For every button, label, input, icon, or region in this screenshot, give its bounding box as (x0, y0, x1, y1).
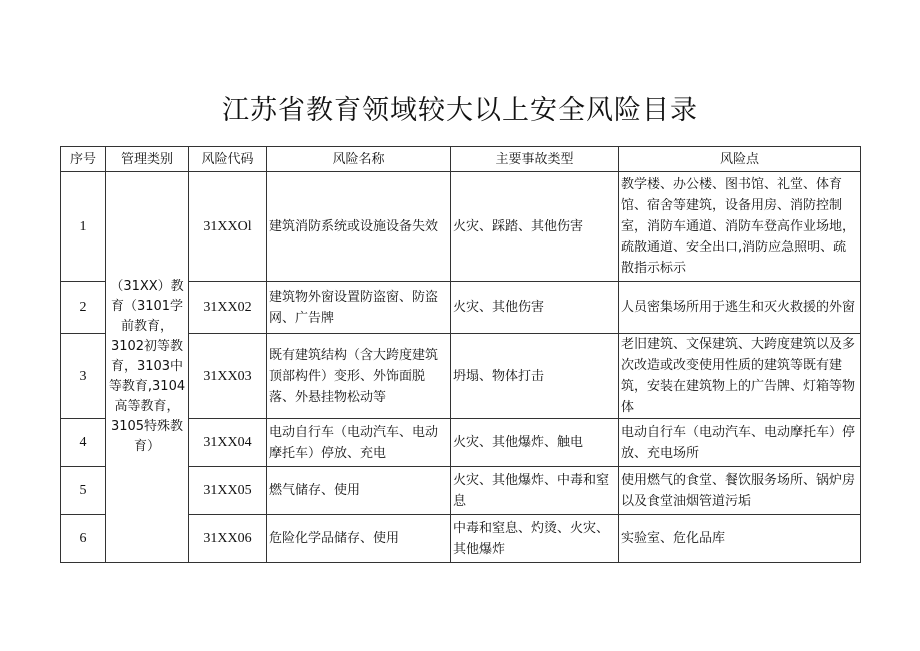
risk-name: 既有建筑结构（含大跨度建筑顶部构件）变形、外饰面脱落、外悬挂物松动等 (267, 334, 451, 419)
row-no: 5 (61, 467, 106, 515)
accident-type: 火灾、其他爆炸、中毒和窒息 (451, 467, 619, 515)
risk-name: 危险化学品储存、使用 (267, 515, 451, 563)
risk-points: 老旧建筑、文保建筑、大跨度建筑以及多次改造或改变使用性质的建筑等既有建筑，安装在建筑物上的广告牌、灯箱等物体 (619, 334, 861, 419)
risk-code: 31XX03 (189, 334, 267, 419)
accident-type: 火灾、其他爆炸、触电 (451, 419, 619, 467)
accident-type: 中毒和窒息、灼烫、火灾、其他爆炸 (451, 515, 619, 563)
header-code: 风险代码 (189, 147, 267, 172)
row-no: 2 (61, 282, 106, 334)
table-header-row (61, 147, 861, 172)
risk-code: 31XXOl (189, 172, 267, 282)
risk-code: 31XX02 (189, 282, 267, 334)
risk-points: 使用燃气的食堂、餐饮服务场所、锅炉房以及食堂油烟管道污垢 (619, 467, 861, 515)
header-accident-type: 主要事故类型 (451, 147, 619, 172)
accident-type: 坍塌、物体打击 (451, 334, 619, 419)
risk-name: 建筑消防系统或设施设备失效 (267, 172, 451, 282)
header-risk-name: 风险名称 (267, 147, 451, 172)
table-row (61, 172, 861, 282)
risk-code: 31XX05 (189, 467, 267, 515)
row-no: 4 (61, 419, 106, 467)
risk-code: 31XX04 (189, 419, 267, 467)
risk-name: 建筑物外窗设置防盗窗、防盗网、广告牌 (267, 282, 451, 334)
risk-points: 实验室、危化品库 (619, 515, 861, 563)
row-no: 6 (61, 515, 106, 563)
risk-points: 电动自行车（电动汽车、电动摩托车）停放、充电场所 (619, 419, 861, 467)
accident-type: 火灾、其他伤害 (451, 282, 619, 334)
header-category: 管理类别 (106, 147, 189, 172)
risk-table (60, 146, 861, 563)
risk-code: 31XX06 (189, 515, 267, 563)
accident-type: 火灾、踩踏、其他伤害 (451, 172, 619, 282)
risk-name: 燃气储存、使用 (267, 467, 451, 515)
risk-points: 人员密集场所用于逃生和灭火救援的外窗 (619, 282, 861, 334)
risk-points: 教学楼、办公楼、图书馆、礼堂、体育馆、宿舍等建筑，设备用房、消防控制室，消防车通道、消防车登高作业场地，疏散通道、安全出口,消防应急照明、疏散指示标示 (619, 172, 861, 282)
management-category: （31XX）教育（3101学前教育，3102初等教育，3103中等教育,3104高等教育，3105特殊教育） (106, 172, 189, 563)
header-risk-points: 风险点 (619, 147, 861, 172)
row-no: 3 (61, 334, 106, 419)
risk-name: 电动自行车（电动汽车、电动摩托车）停放、充电 (267, 419, 451, 467)
page-title: 江苏省教育领域较大以上安全风险目录 (222, 95, 698, 126)
header-no: 序号 (61, 147, 106, 172)
row-no: 1 (61, 172, 106, 282)
